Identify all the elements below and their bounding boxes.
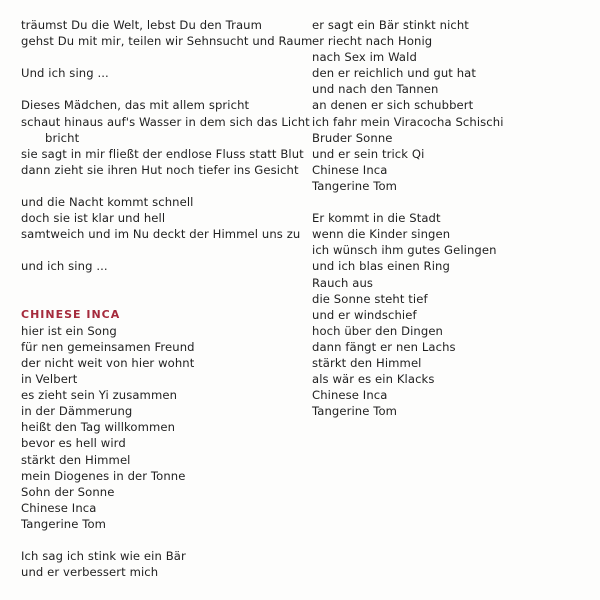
refrain-line: Und ich sing ...: [21, 66, 109, 81]
lyric-line: für nen gemeinsamen Freund: [21, 339, 195, 354]
lyric-line: in der Dämmerung: [21, 404, 133, 419]
lyric-line: und die Nacht kommt schnell: [21, 195, 194, 210]
lyrics-column-right: [312, 17, 582, 419]
lyric-line: Tangerine Tom: [312, 178, 398, 193]
refrain-line: und ich sing ...: [21, 259, 108, 274]
lyric-line: Ich sag ich stink wie ein Bär: [21, 549, 186, 564]
lyric-line: und er windschief: [312, 307, 417, 322]
lyric-line: dann zieht sie ihren Hut noch tiefer ins Gesicht: [21, 162, 299, 177]
lyric-line-continuation: bricht: [45, 130, 80, 145]
lyric-line: Rauch aus: [312, 275, 374, 290]
stanza-gap: [21, 275, 291, 291]
lyric-line: heißt den Tag willkommen: [21, 420, 176, 435]
lyric-line: stärkt den Himmel: [312, 355, 422, 370]
lyric-line: sie sagt in mir fließt der endlose Fluss statt Blut: [21, 146, 304, 161]
stanza-gap: [21, 532, 291, 548]
lyric-line: Chinese Inca: [312, 162, 388, 177]
lyric-line: und er verbessert mich: [21, 565, 159, 580]
lyric-line: Chinese Inca: [21, 500, 97, 515]
lyric-line: in Velbert: [21, 372, 78, 387]
lyric-line: ich fahr mein Viracocha Schischi: [312, 114, 504, 129]
lyric-line: wenn die Kinder singen: [312, 227, 451, 242]
lyric-line: mein Diogenes in der Tonne: [21, 468, 186, 483]
lyric-line: bevor es hell wird: [21, 436, 126, 451]
stanza-gap: [21, 49, 291, 65]
stanza-gap: [312, 194, 582, 210]
lyric-line: doch sie ist klar und hell: [21, 211, 166, 226]
lyric-line: samtweich und im Nu deckt der Himmel uns zu: [21, 227, 301, 242]
song-title: CHINESE INCA: [21, 307, 121, 321]
lyric-line: nach Sex im Wald: [312, 50, 417, 65]
lyric-line: er riecht nach Honig: [312, 34, 433, 49]
lyrics-column-left: [21, 17, 313, 580]
lyric-line: Tangerine Tom: [312, 404, 398, 419]
lyric-line: hoch über den Dingen: [312, 323, 444, 338]
lyric-line: Er kommt in die Stadt: [312, 211, 441, 226]
lyric-line: gehst Du mit mir, teilen wir Sehnsucht und Raum: [21, 34, 313, 49]
stanza-gap: [21, 242, 291, 258]
lyric-line: hier ist ein Song: [21, 323, 117, 338]
lyric-line: träumst Du die Welt, lebst Du den Traum: [21, 18, 263, 32]
lyric-line: den er reichlich und gut hat: [312, 66, 477, 81]
stanza-gap: [21, 291, 291, 307]
lyric-line: dann fängt er nen Lachs: [312, 339, 456, 354]
stanza-gap: [21, 81, 291, 97]
lyric-line: stärkt den Himmel: [21, 452, 131, 467]
lyric-line: ich wünsch ihm gutes Gelingen: [312, 243, 497, 258]
lyric-line: schaut hinaus auf's Wasser in dem sich das Licht: [21, 114, 310, 129]
lyric-line: Bruder Sonne: [312, 130, 393, 145]
lyric-line: er sagt ein Bär stinkt nicht: [312, 18, 469, 32]
lyric-line: Dieses Mädchen, das mit allem spricht: [21, 98, 250, 113]
lyric-line: die Sonne steht tief: [312, 291, 428, 306]
lyric-line: und nach den Tannen: [312, 82, 439, 97]
stanza-gap: [21, 178, 291, 194]
lyric-line: Tangerine Tom: [21, 516, 107, 531]
lyric-line: Sohn der Sonne: [21, 484, 115, 499]
lyric-line: an denen er sich schubbert: [312, 98, 474, 113]
lyric-line: und ich blas einen Ring: [312, 259, 450, 274]
lyric-line: Chinese Inca: [312, 388, 388, 403]
lyric-line: es zieht sein Yi zusammen: [21, 388, 178, 403]
lyric-line: und er sein trick Qi: [312, 146, 425, 161]
lyric-line: der nicht weit von hier wohnt: [21, 355, 195, 370]
lyric-line: als wär es ein Klacks: [312, 372, 435, 387]
